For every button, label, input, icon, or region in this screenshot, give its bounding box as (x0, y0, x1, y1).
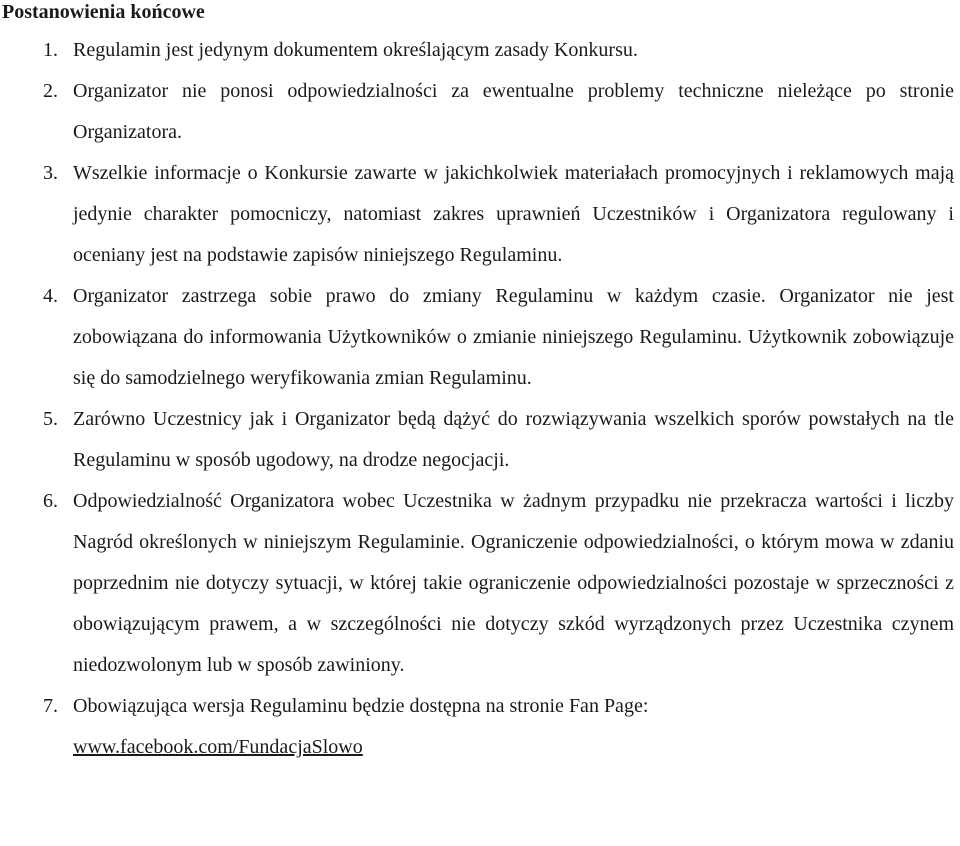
clauses-list (31, 30, 954, 768)
clause-number: 1. (43, 39, 58, 61)
clause-text: Zarówno Uczestnicy jak i Organizator będą dążyć do rozwiązywania wszelkich sporów powstałych na tle Regulaminu w sposób ugodowy, na drodze negocjacji. (73, 408, 954, 471)
clause-number: 3. (43, 162, 58, 184)
clause-item (31, 399, 954, 481)
clause-text (73, 686, 954, 768)
clause-text: Wszelkie informacje o Konkursie zawarte w jakichkolwiek materiałach promocyjnych i reklamowych mają jedynie charakter pomocniczy, natomiast zakres uprawnień Uczestników i Organizatora regulowany i oceniany jest na podstawie zapisów niniejszego Regulaminu. (73, 162, 954, 266)
fan-page-link[interactable]: www.facebook.com/FundacjaSlowo (73, 736, 363, 758)
clause-number: 7. (43, 695, 58, 717)
clause-item (31, 481, 954, 686)
section-heading: Postanowienia końcowe (2, 1, 205, 23)
clause-item (31, 276, 954, 399)
clause-text-body: Obowiązująca wersja Regulaminu będzie dostępna na stronie Fan Page: (73, 695, 649, 717)
clause-item (31, 686, 954, 768)
clause-number: 6. (43, 490, 58, 512)
clause-number: 5. (43, 408, 58, 430)
clause-item (31, 153, 954, 276)
clause-text: Regulamin jest jedynym dokumentem określającym zasady Konkursu. (73, 39, 638, 61)
clause-item (31, 71, 954, 153)
clause-text: Organizator nie ponosi odpowiedzialności za ewentualne problemy techniczne nieleżące po stronie Organizatora. (73, 80, 954, 143)
clause-number: 4. (43, 285, 58, 307)
clause-text: Organizator zastrzega sobie prawo do zmiany Regulaminu w każdym czasie. Organizator nie jest zobowiązana do informowania Użytkowników o zmianie niniejszego Regulaminu. Użytkownik zobowiązuje się do samodzielnego weryfikowania zmian Regulaminu. (73, 285, 954, 389)
clause-item (31, 30, 954, 71)
clause-text: Odpowiedzialność Organizatora wobec Uczestnika w żadnym przypadku nie przekracza wartości i liczby Nagród określonych w niniejszym Regulaminie. Ograniczenie odpowiedzialności, o którym mowa w zdaniu poprzednim nie dotyczy sytuacji, w której takie ograniczenie odpowiedzialności pozostaje w sprzeczności z obowiązującym prawem, a w szczególności nie dotyczy szkód wyrządzonych przez Uczestnika czynem niedozwolonym lub w sposób zawiniony. (73, 490, 954, 676)
clause-number: 2. (43, 80, 58, 102)
